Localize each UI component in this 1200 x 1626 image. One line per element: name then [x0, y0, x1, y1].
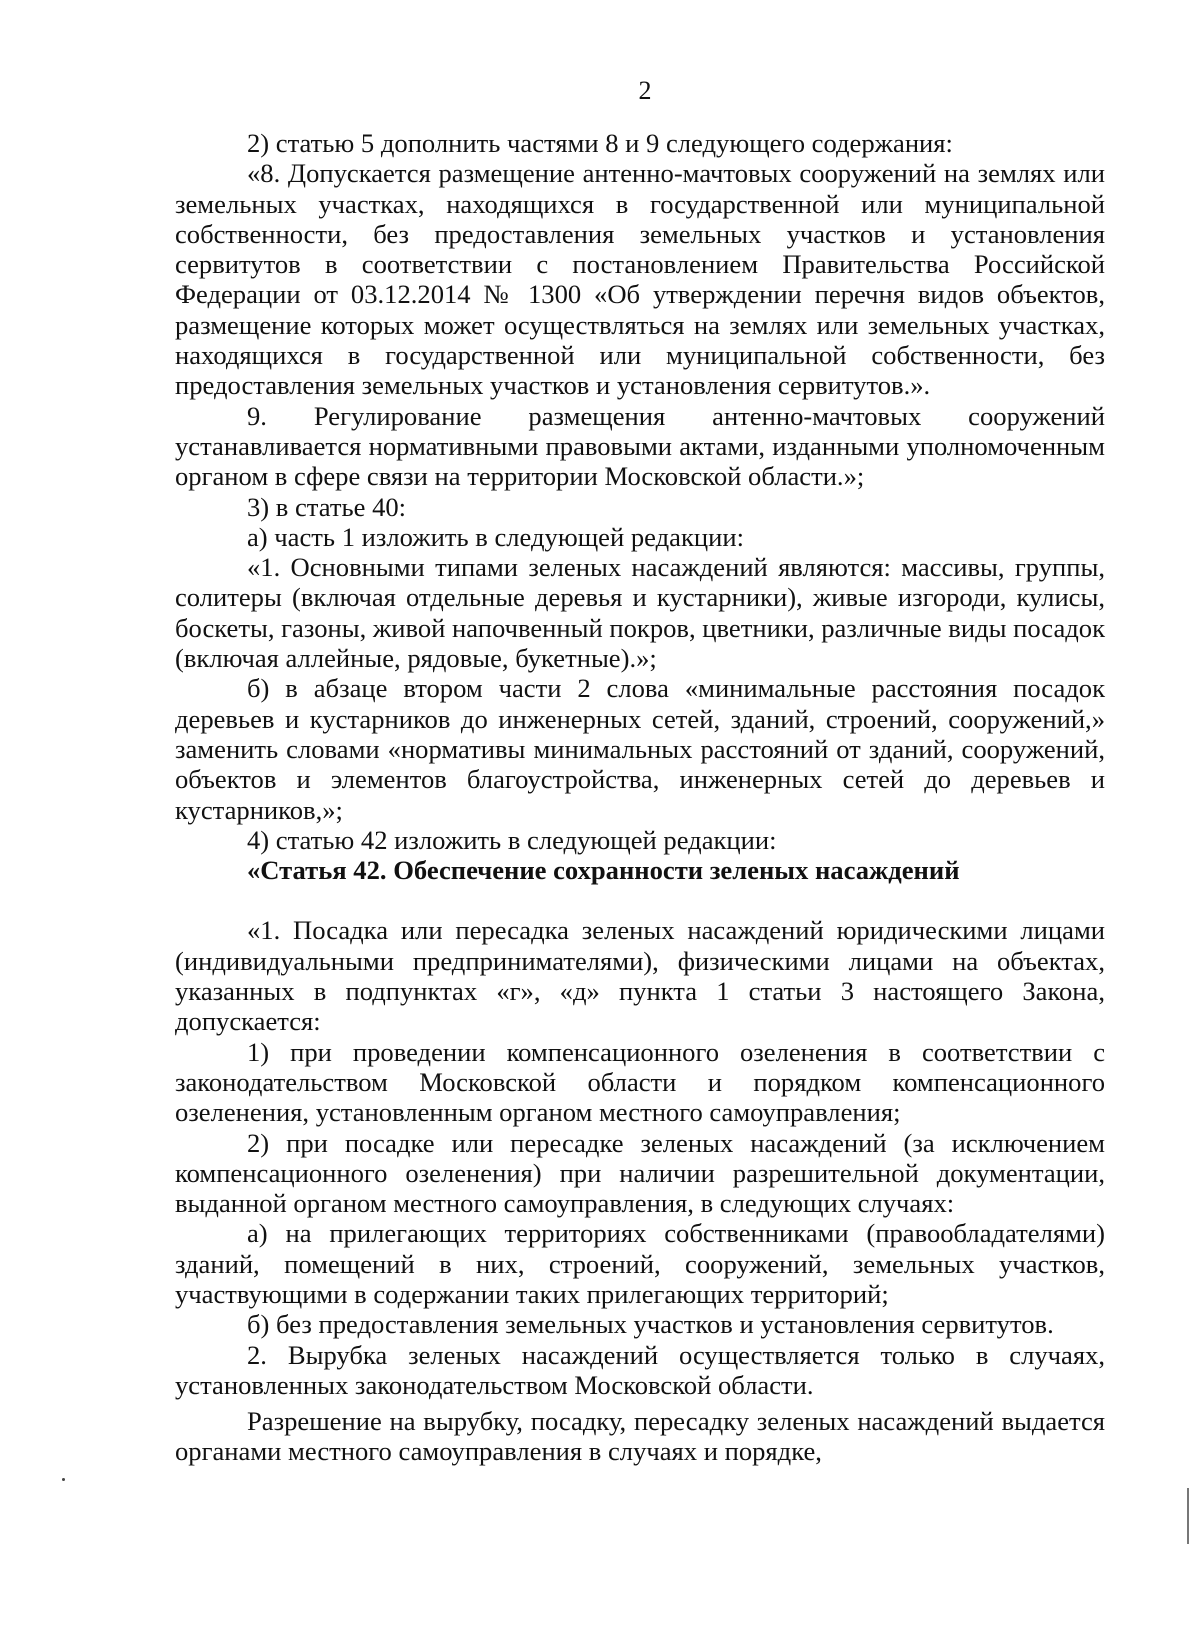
paragraph-article-40-a: а) часть 1 изложить в следующей редакции: [247, 521, 744, 552]
paragraph-planting-allowed: «1. Посадка или пересадка зеленых насаждений юридическими лицами (индивидуальными предпринимателями), физическими лицами на объектах, указанных в подпунктах «г», «д» пункта 1 статьи 3 настоящего Закона, допускается: [175, 915, 1105, 1037]
paragraph-compensation: 1) при проведении компенсационного озеленения в соответствии с законодательством Московской области и порядком компенсационного озеленения, установленным органом местного самоуправления; [175, 1036, 1105, 1128]
paragraph-part-8: «8. Допускается размещение антенно-мачтовых сооружений на землях или земельных участках, находящихся в государственной или муниципальной собственности, без предоставления земельных участков и установления сервитутов в соответствии с постановлением Правительства Российской Федерации от 03.12.2014 № 1300 «Об утверждении перечня видов объектов, размещение которых может осуществляться на землях или земельных участках, находящихся в государственной или муниципальной собственности, без предоставления земельных участков и установления сервитутов.». [175, 158, 1105, 401]
page-number: 2 [638, 76, 652, 105]
document-body [175, 128, 1105, 1467]
paragraph-part-9: 9. Регулирование размещения антенно-мачтовых сооружений устанавливается нормативными правовыми актами, изданными уполномоченным органом в сфере связи на территории Московской области.»; [175, 400, 1105, 492]
paragraph-adjacent-territories: а) на прилегающих территориях собственниками (правообладателями) зданий, помещений в них, строений, сооружений, земельных участков, участвующими в содержании таких прилегающих территорий; [175, 1218, 1105, 1309]
paragraph-no-servitude: б) без предоставления земельных участков и установления сервитутов. [247, 1309, 1054, 1340]
scan-edge-mark [1187, 1488, 1189, 1544]
paragraph-amend-article-5: 2) статью 5 дополнить частями 8 и 9 следующего содержания: [247, 128, 953, 158]
paragraph-felling: 2. Вырубка зеленых насаждений осуществляется только в случаях, установленных законодательством Московской области. [175, 1339, 1105, 1400]
paragraph-article-40: 3) в статье 40: [247, 491, 407, 522]
paragraph-permit-docs: 2) при посадке или пересадке зеленых насаждений (за исключением компенсационного озеленения) при наличии разрешительной документации, выданной органом местного самоуправления, в следующих случаях: [175, 1127, 1105, 1219]
paragraph-permit-issued: Разрешение на вырубку, посадку, пересадку зеленых насаждений выдается органами местного самоуправления в случаях и порядке, [175, 1406, 1105, 1467]
paragraph-article-40-b: б) в абзаце втором части 2 слова «минимальные расстояния посадок деревьев и кустарников до инженерных сетей, зданий, строений, сооружений,» заменить словами «нормативы минимальных расстояний от зданий, сооружений, объектов и элементов благоустройства, инженерных сетей до деревьев и кустарников,»; [175, 673, 1105, 825]
paragraph-green-types: «1. Основными типами зеленых насаждений являются: массивы, группы, солитеры (включая отдельные деревья и кустарники), живые изгороди, кулисы, боскеты, газоны, живой напочвенный покров, цветники, различные виды посадок (включая аллейные, рядовые, букетные).»; [175, 552, 1105, 674]
paragraph-article-42: 4) статью 42 изложить в следующей редакции: [247, 824, 777, 855]
scan-speck [62, 1478, 65, 1481]
article-42-heading: «Статья 42. Обеспечение сохранности зеленых насаждений [247, 855, 960, 886]
